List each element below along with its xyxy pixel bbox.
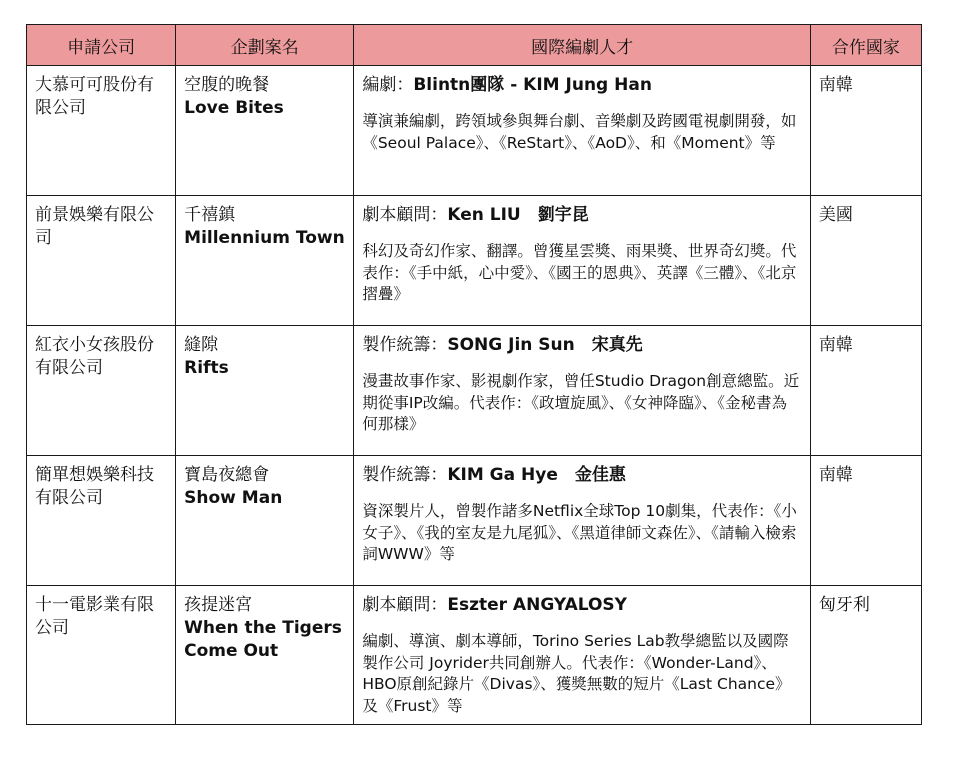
talent-heading — [362, 74, 802, 97]
project-title-en: When the Tigers Come Out — [184, 618, 342, 661]
talent-description: 編劇、導演、劇本導師，Torino Series Lab教學總監以及國際製作公司 Joyrider共同創辦人。代表作：《Wonder-Land》、HBO原創紀錄片《Divas》、獲獎無數的短片《Last Chance》及《Frust》等 — [362, 632, 791, 715]
talent-cell — [354, 196, 811, 326]
partner-country: 匈牙利 — [818, 595, 870, 615]
talent-role: 劇本顧問： — [362, 595, 448, 615]
talent-description: 導演兼編劇，跨領域參與舞台劇、音樂劇及跨國電視劇開發，如《Seoul Palace》、《ReStart》、《AoD》、和《Moment》等 — [362, 112, 797, 152]
talent-name: Blintn團隊 - KIM Jung Han — [413, 75, 652, 95]
table-row — [27, 196, 922, 326]
project-title-zh: 縫隙 — [184, 335, 219, 355]
project-cell — [176, 326, 354, 456]
company-cell — [27, 586, 176, 725]
company-cell — [27, 196, 176, 326]
header-row — [27, 25, 922, 66]
company-name: 十一電影業有限公司 — [35, 595, 154, 638]
table-row — [27, 456, 922, 586]
partner-country: 南韓 — [818, 75, 853, 95]
header-international-talent: 國際編劇人才 — [354, 25, 811, 66]
company-name: 紅衣小女孩股份有限公司 — [35, 335, 154, 378]
talent-matching-table — [26, 24, 922, 725]
talent-cell — [354, 456, 811, 586]
company-name: 簡單想娛樂科技有限公司 — [35, 465, 154, 508]
country-cell — [810, 326, 921, 456]
table-header — [27, 25, 922, 66]
talent-description: 漫畫故事作家、影視劇作家，曾任Studio Dragon創意總監。近期從事IP改編。代表作：《政壇旋風》、《女神降臨》、《金秘書為何那樣》 — [362, 372, 800, 433]
talent-cell — [354, 66, 811, 196]
talent-heading — [362, 204, 802, 227]
talent-description: 科幻及奇幻作家、翻譯。曾獲星雲獎、雨果獎、世界奇幻獎。代表作：《手中紙，心中愛》、《國王的恩典》、英譯《三體》、《北京摺疊》 — [362, 242, 797, 303]
talent-name: SONG Jin Sun 宋真先 — [447, 335, 643, 355]
table-row — [27, 326, 922, 456]
talent-description: 資深製片人，曾製作諸多Netflix全球Top 10劇集，代表作：《小女子》、《我的室友是九尾狐》、《黑道律師文森佐》、《請輸入檢索詞WWW》等 — [362, 502, 797, 563]
country-cell — [810, 456, 921, 586]
project-cell — [176, 586, 354, 725]
project-title-zh: 孩提迷宮 — [184, 595, 253, 615]
project-title-zh: 空腹的晚餐 — [184, 75, 270, 95]
project-title-en: Rifts — [184, 358, 229, 378]
talent-role: 劇本顧問： — [362, 205, 448, 225]
project-title-en: Millennium Town — [184, 228, 345, 248]
project-cell — [176, 196, 354, 326]
talent-heading — [362, 594, 802, 617]
header-partner-country: 合作國家 — [810, 25, 921, 66]
company-name: 大慕可可股份有限公司 — [35, 75, 154, 118]
partner-country: 南韓 — [818, 335, 853, 355]
talent-cell — [354, 326, 811, 456]
talent-role: 編劇： — [362, 75, 414, 95]
talent-cell — [354, 586, 811, 725]
company-cell — [27, 66, 176, 196]
talent-name: Ken LIU 劉宇昆 — [447, 205, 589, 225]
country-cell — [810, 586, 921, 725]
project-title-en: Show Man — [184, 488, 283, 508]
company-cell — [27, 456, 176, 586]
talent-name: Eszter ANGYALOSY — [447, 595, 627, 615]
partner-country: 南韓 — [818, 465, 853, 485]
project-title-zh: 千禧鎮 — [184, 205, 236, 225]
company-name: 前景娛樂有限公司 — [35, 205, 154, 248]
talent-role: 製作統籌： — [362, 465, 448, 485]
project-title-en: Love Bites — [184, 98, 284, 118]
project-title-zh: 寶島夜總會 — [184, 465, 270, 485]
header-project-name: 企劃案名 — [176, 25, 354, 66]
talent-heading — [362, 334, 802, 357]
table-row — [27, 586, 922, 725]
table-body — [27, 66, 922, 725]
partner-country: 美國 — [818, 205, 853, 225]
project-cell — [176, 456, 354, 586]
table-row — [27, 66, 922, 196]
talent-heading — [362, 464, 802, 487]
company-cell — [27, 326, 176, 456]
header-applicant-company: 申請公司 — [27, 25, 176, 66]
talent-role: 製作統籌： — [362, 335, 448, 355]
country-cell — [810, 66, 921, 196]
country-cell — [810, 196, 921, 326]
project-cell — [176, 66, 354, 196]
talent-name: KIM Ga Hye 金佳惠 — [447, 465, 626, 485]
